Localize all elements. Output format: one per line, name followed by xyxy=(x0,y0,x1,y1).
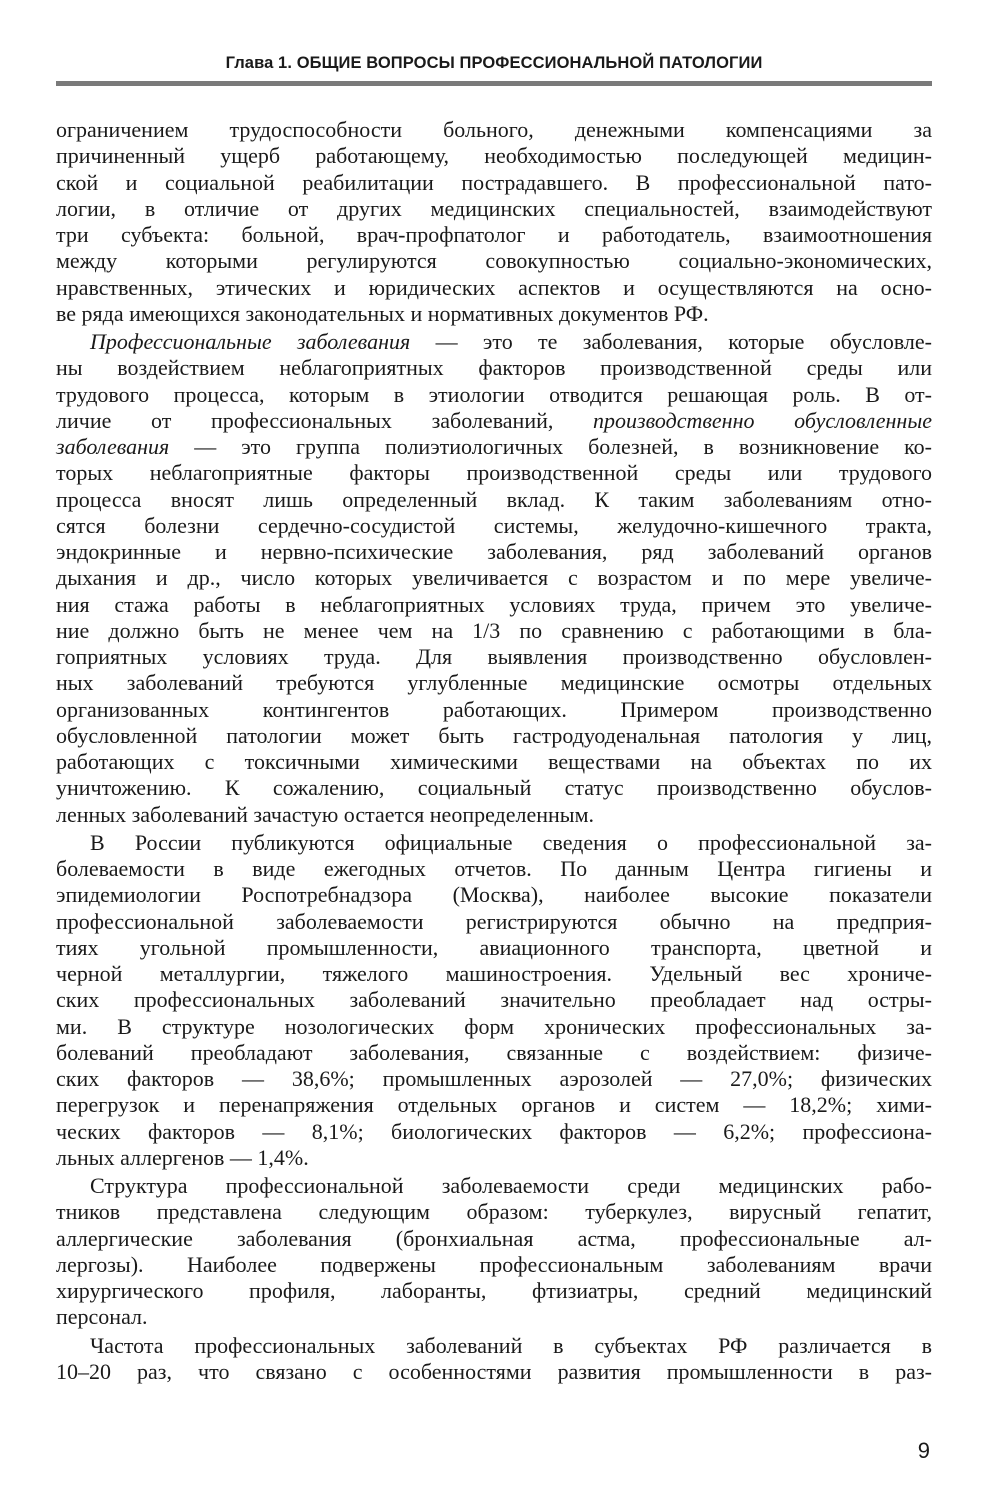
text-line: 10–20 раз, что связано с особенностями развития промышленности в раз- xyxy=(56,1358,932,1384)
text-line: ских профессиональных заболеваний значительно преобладает над остры- xyxy=(56,987,932,1013)
text-line: аллергические заболевания (бронхиальная астма, профессиональные ал- xyxy=(56,1225,932,1251)
running-head: Глава 1. ОБЩИЕ ВОПРОСЫ ПРОФЕССИОНАЛЬНОЙ ПАТОЛОГИИ xyxy=(225,54,763,72)
text-line: ской и социальной реабилитации пострадавшего. В профессиональной пато- xyxy=(56,169,932,195)
italic-term: заболевания xyxy=(56,434,170,459)
text-line: Частота профессиональных заболеваний в субъектах РФ различается в xyxy=(90,1332,932,1358)
text-line: болеваемости в виде ежегодных отчетов. По данным Центра гигиены и xyxy=(56,856,932,881)
text-line: болеваний преобладают заболевания, связанные с воздействием: физиче- xyxy=(56,1039,932,1065)
text-line: ных заболеваний требуются углубленные медицинские осмотры отдельных xyxy=(56,670,932,696)
paragraph-4 xyxy=(56,1173,932,1331)
text-line: профессиональной заболеваемости регистрируются обычно на предприя- xyxy=(56,908,932,934)
text-line: ми. В структуре нозологических форм хронических профессиональных за- xyxy=(56,1013,932,1039)
text-line-rest: — это группа полиэтиологичных болезней, в возникновение ко- xyxy=(194,434,932,459)
text-line: процесса вносят лишь определенный вклад. К таким заболеваниям отно- xyxy=(56,486,932,512)
text-line: ны воздействием неблагоприятных факторов производственной среды или xyxy=(56,355,932,381)
italic-term: Профессиональные заболевания xyxy=(90,329,411,354)
text-line: лергозы). Наиболее подвержены профессиональным заболеваниям врачи xyxy=(56,1251,932,1277)
body-text xyxy=(56,117,932,1387)
text-line: ние должно быть не менее чем на 1/3 по сравнению с работающими в бла- xyxy=(56,617,932,643)
text-line: торых неблагоприятные факторы производственной среды или трудового xyxy=(56,460,932,486)
text-line: перегрузок и перенапряжения отдельных органов и систем — 18,2%; хими- xyxy=(56,1092,932,1118)
text-line: ве ряда имеющихся законодательных и нормативных документов РФ. xyxy=(56,300,709,326)
text-line xyxy=(56,329,932,355)
text-line: В России публикуются официальные сведения о профессиональной за- xyxy=(90,829,932,855)
text-line: сятся болезни сердечно-сосудистой системы, желудочно-кишечного тракта, xyxy=(56,512,932,538)
header-rule xyxy=(56,81,932,86)
text-line: нравственных, этических и юридических аспектов и осуществляются на осно- xyxy=(56,274,932,300)
text-line: причиненный ущерб работающему, необходимостью последующей медицин- xyxy=(56,143,932,169)
text-line: льных аллергенов — 1,4%. xyxy=(56,1144,309,1170)
text-line: работающих с токсичными химическими веществами на объектах по их xyxy=(56,749,932,774)
text-line: обусловленной патологии может быть гастродуоденальная патология у лиц, xyxy=(56,722,932,748)
text-line: ограничением трудоспособности больного, денежными компенсациями за xyxy=(56,117,932,142)
text-line: три субъекта: больной, врач-профпатолог и работодатель, взаимоотношения xyxy=(56,222,932,247)
text-line: уничтожению. К сожалению, социальный статус производственно обуслов- xyxy=(56,775,932,801)
page-number: 9 xyxy=(917,1438,930,1463)
text-line: Структура профессиональной заболеваемости среди медицинских рабо- xyxy=(90,1173,932,1198)
text-line xyxy=(56,408,932,434)
text-line: тников представлена следующим образом: туберкулез, вирусный гепатит, xyxy=(56,1199,932,1225)
text-line: ческих факторов — 8,1%; биологических факторов — 6,2%; профессиона- xyxy=(56,1118,932,1144)
text-line: организованных контингентов работающих. Примером производственно xyxy=(56,696,932,722)
text-line: гоприятных условиях труда. Для выявления производственно обусловлен- xyxy=(56,644,932,669)
text-line: хирургического профиля, лаборанты, фтизиатры, средний медицинский xyxy=(56,1278,932,1303)
italic-term: производственно обусловленные xyxy=(593,407,932,433)
text-line: между которыми регулируются совокупностью социально-экономических, xyxy=(56,248,932,274)
text-line: персонал. xyxy=(56,1304,148,1330)
text-line: ленных заболеваний зачастую остается неопределенным. xyxy=(56,801,595,827)
text-line-rest: — это те заболевания, которые обусловле- xyxy=(435,329,933,354)
text-line: черной металлургии, тяжелого машиностроения. Удельный вес хрониче- xyxy=(56,961,932,986)
paragraph-5 xyxy=(56,1333,932,1386)
paragraph-1 xyxy=(56,117,932,327)
text-line: ских факторов — 38,6%; промышленных аэрозолей — 27,0%; физических xyxy=(56,1066,932,1091)
text-line: трудового процесса, которым в этиологии отводится решающая роль. В от- xyxy=(56,381,932,407)
text-line: эндокринные и нервно-психические заболевания, ряд заболеваний органов xyxy=(56,539,932,564)
text-line: тиях угольной промышленности, авиационного транспорта, цветной и xyxy=(56,934,932,960)
text-line: ния стажа работы в неблагоприятных условиях труда, причем это увеличе- xyxy=(56,591,932,617)
text-line-part: личие от профессиональных заболеваний, xyxy=(56,407,554,433)
text-line: дыхания и др., число которых увеличивается с возрастом и по мере увеличе- xyxy=(56,565,932,591)
paragraph-3 xyxy=(56,830,932,1171)
text-line xyxy=(56,434,932,460)
paragraph-2 xyxy=(56,329,932,828)
text-line: логии, в отличие от других медицинских специальностей, взаимодействуют xyxy=(56,195,932,221)
text-line: эпидемиологии Роспотребнадзора (Москва), наиболее высокие показатели xyxy=(56,882,932,908)
